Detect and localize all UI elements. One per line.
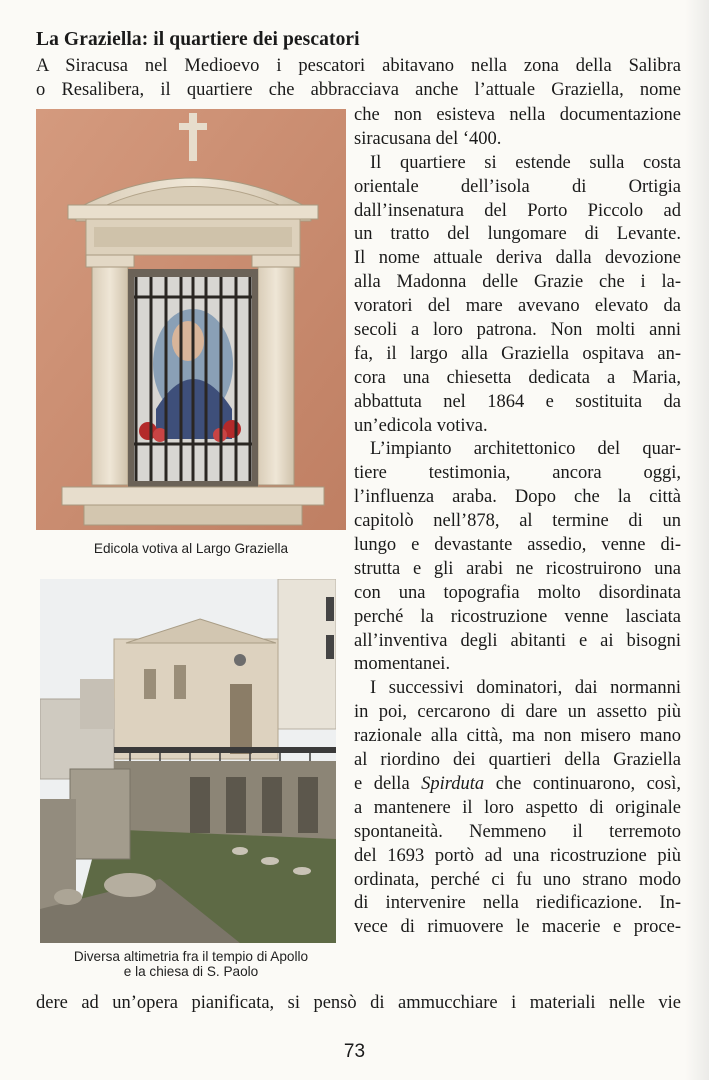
text-line: che non esisteva nella documentazione bbox=[354, 105, 681, 125]
text-line: orientale dell’isola di Ortigia bbox=[354, 176, 681, 197]
text-line: in poi, cercarono di dare un assetto più bbox=[354, 702, 681, 723]
edicola-illustration bbox=[36, 109, 346, 530]
text-line: fa, il largo alla Graziella ospitava an- bbox=[354, 343, 681, 364]
text-line: al riordino dei quartieri della Graziella bbox=[354, 750, 681, 771]
text-column bbox=[354, 104, 681, 940]
text-line: cora una chiesetta dedicata a Maria, bbox=[354, 367, 681, 388]
text-line: vece di rimuovere le macerie e proce- bbox=[354, 917, 681, 938]
text-line: all’inventiva degli abitanti e ai bisogni bbox=[354, 630, 681, 651]
caption-photo-2-line-1: Diversa altimetria fra il tempio di Apollo bbox=[73, 949, 309, 964]
text-fragment: che continuarono, così, bbox=[495, 773, 681, 794]
text-line: lungo e devastante assedio, venne di- bbox=[354, 535, 681, 556]
text-line bbox=[354, 773, 681, 797]
text-line: razionale alla città, ma non misero mano bbox=[354, 726, 681, 747]
page-edge-shadow bbox=[685, 0, 709, 1080]
section-title: La Graziella: il quartiere dei pescatori bbox=[36, 29, 360, 50]
text-line: siracusana del ‘400. bbox=[354, 128, 502, 149]
text-line: un’edicola votiva. bbox=[354, 415, 488, 436]
text-line: l’influenza araba. Dopo che la città bbox=[354, 487, 681, 508]
text-line: Il quartiere si estende sulla costa bbox=[370, 152, 681, 173]
caption-photo-2-line-2: e la chiesa di S. Paolo bbox=[123, 964, 259, 979]
photo-tempio-apollo bbox=[40, 579, 336, 943]
text-line: Il nome attuale deriva dalla devozione bbox=[354, 248, 681, 269]
text-line: a mantenere il loro aspetto di originale bbox=[354, 797, 681, 818]
text-line: strutta e gli arabi ne ricostruirono una bbox=[354, 558, 681, 579]
caption-photo-1: Edicola votiva al Largo Graziella bbox=[93, 541, 289, 556]
text-line: voratori del mare avevano elevato da bbox=[354, 296, 681, 317]
text-line: perché la ricostruzione venne lasciata bbox=[354, 606, 681, 627]
text-line: ordinata, perché ci fu uno strano modo bbox=[354, 869, 681, 890]
italic-spirduta: Spirduta bbox=[421, 773, 485, 794]
text-line: con una topografia molto disordinata bbox=[354, 582, 681, 603]
text-line: alla Madonna delle Grazie che i la- bbox=[354, 272, 681, 293]
text-line: momentanei. bbox=[354, 654, 451, 675]
text-line: spontaneità. Nemmeno il terremoto bbox=[354, 821, 681, 842]
page-number: 73 bbox=[343, 1041, 366, 1062]
text-line: del 1693 portò ad una ricostruzione più bbox=[354, 845, 681, 866]
text-line: abbattuta nel 1864 e sostituita da bbox=[354, 391, 681, 412]
text-line: L’impianto architettonico del quar- bbox=[370, 439, 681, 460]
photo-edicola-votiva bbox=[36, 109, 346, 530]
text-line: tiere testimonia, ancora oggi, bbox=[354, 463, 681, 484]
final-line: dere ad un’opera pianificata, si pensò di ammucchiare i materiali nelle vie bbox=[36, 993, 681, 1013]
text-fragment: e della bbox=[354, 773, 422, 794]
text-line: I successivi dominatori, dai normanni bbox=[370, 678, 681, 699]
text-line: dall’insenatura del Porto Piccolo ad bbox=[354, 200, 681, 221]
text-line: di intervenire nella riedificazione. In- bbox=[354, 893, 681, 914]
text-line: secoli a loro patrona. Non molti anni bbox=[354, 320, 681, 341]
intro-line-2: o Resalibera, il quartiere che abbracciava anche l’attuale Graziella, nome bbox=[36, 80, 681, 100]
intro-line-1: A Siracusa nel Medioevo i pescatori abitavano nella zona della Salibra bbox=[36, 56, 681, 76]
text-line: un tratto del lungomare di Levante. bbox=[354, 224, 681, 245]
tempio-illustration bbox=[40, 579, 336, 943]
caption-photo-2 bbox=[36, 949, 346, 979]
text-line: capitolò nell’878, al termine di un bbox=[354, 511, 681, 532]
